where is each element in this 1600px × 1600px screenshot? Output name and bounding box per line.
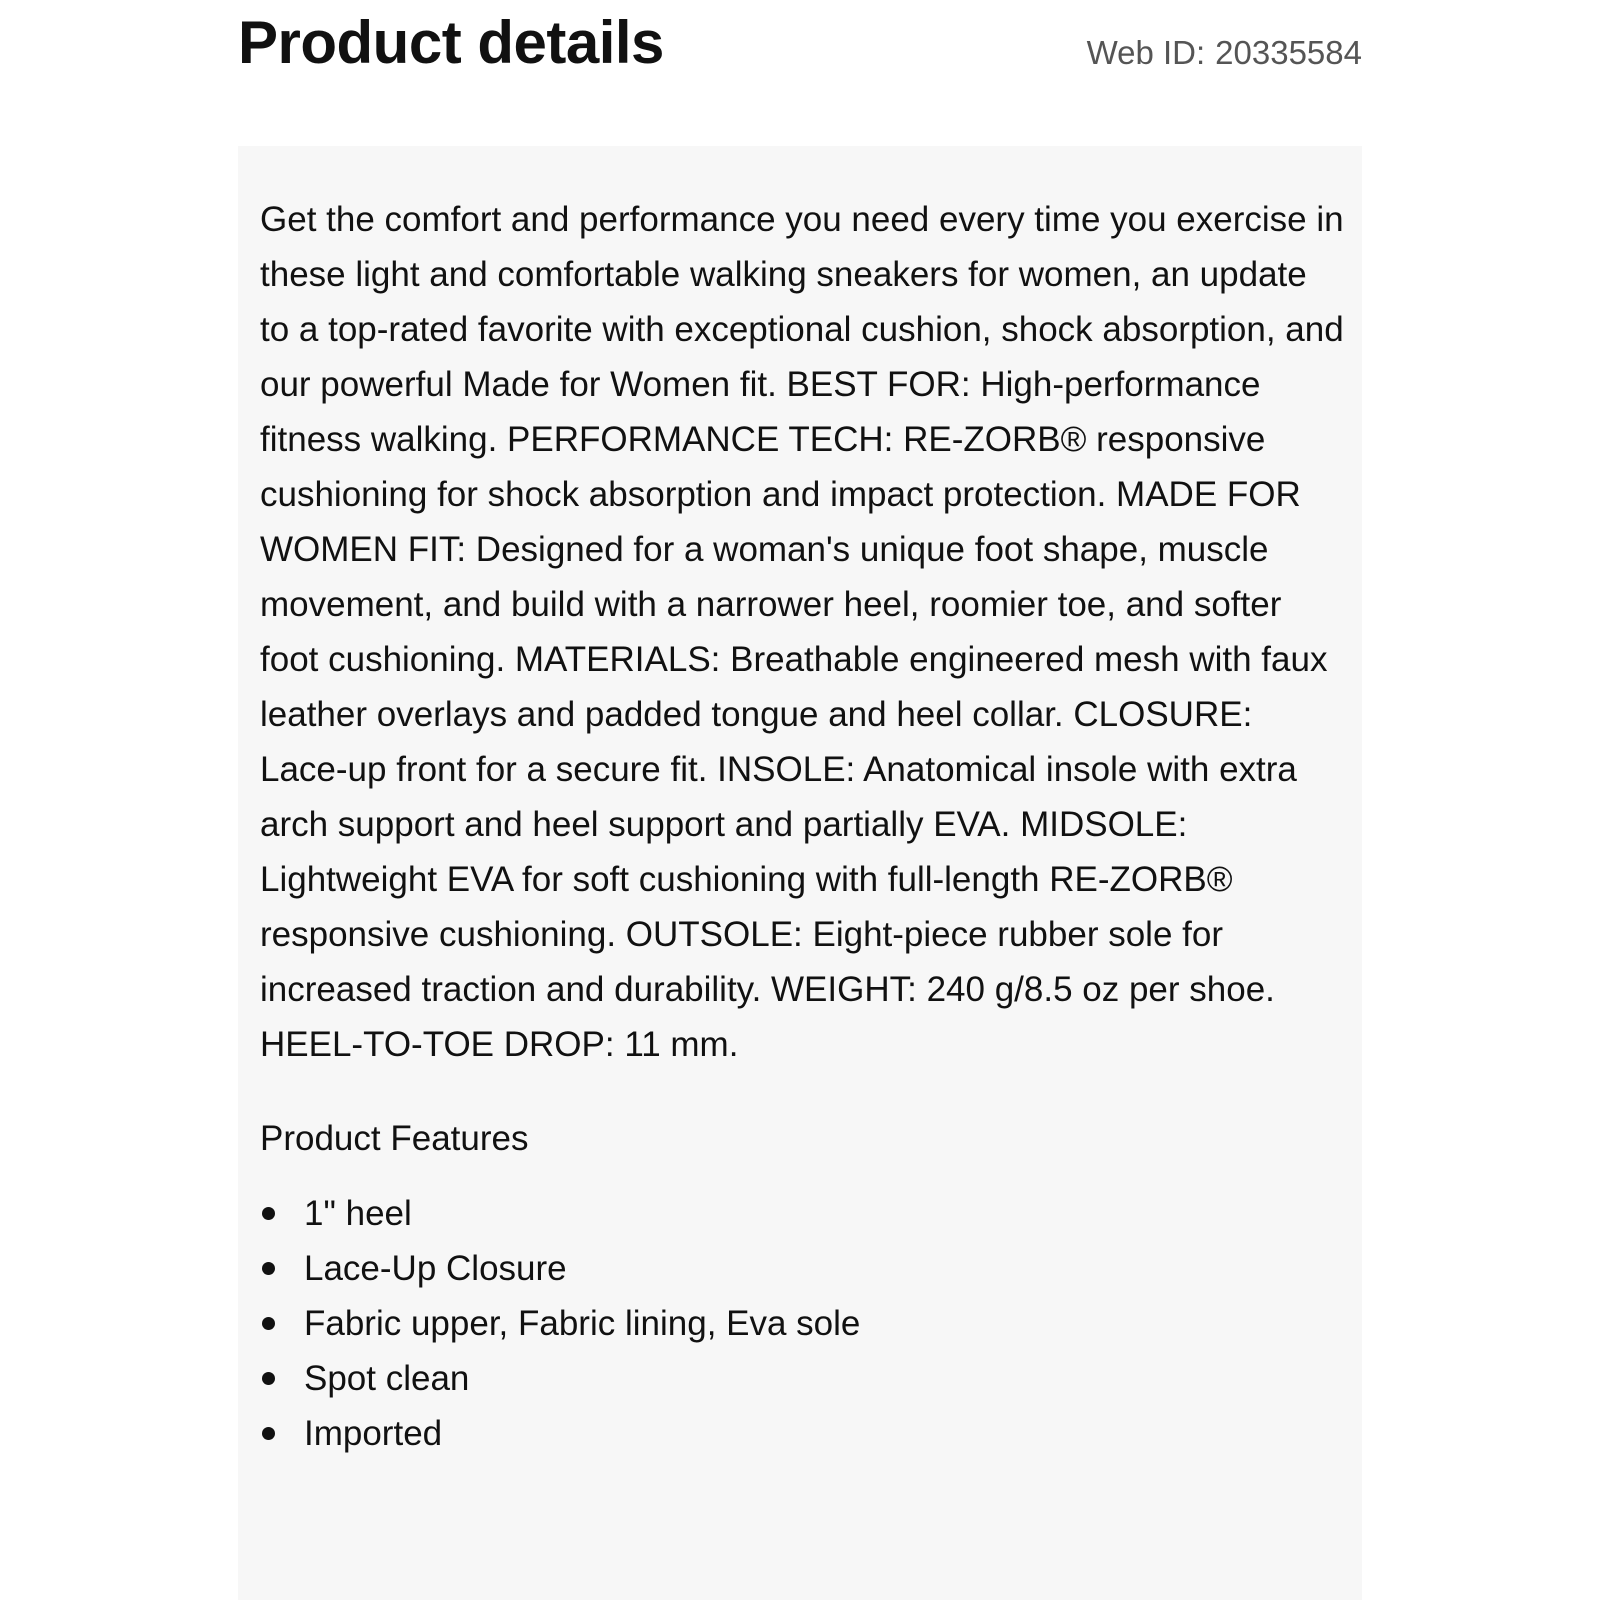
bullet-icon (262, 1372, 275, 1385)
bullet-icon (262, 1317, 275, 1330)
web-id-value: 20335584 (1215, 34, 1362, 71)
features-list (260, 1186, 1340, 1461)
features-heading: Product Features (260, 1119, 529, 1158)
product-description: Get the comfort and performance you need every time you exercise in these light and comfortable walking sneakers for women, an update to a top-rated favorite with exceptional cushion, shock absorption, and our powerful Made for Women fit. BEST FOR: High-performance fitness walking. PERFORMANCE TECH: RE-ZORB® responsive cushioning for shock absorption and impact protection. MADE FOR WOMEN FIT: Designed for a woman's unique foot shape, muscle movement, and build with a narrower heel, roomier toe, and softer foot cushioning. MATERIALS: Breathable engineered mesh with faux leather overlays and padded tongue and heel collar. CLOSURE: Lace-up front for a secure fit. INSOLE: Anatomical insole with extra arch support and heel support and partially EVA. MIDSOLE: Lightweight EVA for soft cushioning with full-length RE-ZORB® responsive cushioning. OUTSOLE: Eight-piece rubber sole for increased traction and durability. WEIGHT: 240 g/8.5 oz per shoe. HEEL-TO-TOE DROP: 11 mm. (260, 200, 1344, 1064)
web-id (1087, 34, 1362, 72)
list-item (260, 1186, 1340, 1241)
web-id-label: Web ID: (1086, 34, 1206, 71)
page-title: Product details (238, 9, 664, 76)
feature-text: Lace-Up Closure (304, 1249, 567, 1288)
feature-text: 1" heel (304, 1194, 412, 1233)
list-item (260, 1406, 1340, 1461)
bullet-icon (262, 1427, 275, 1440)
feature-text: Imported (304, 1414, 443, 1453)
list-item (260, 1351, 1340, 1406)
feature-text: Spot clean (304, 1359, 470, 1398)
feature-text: Fabric upper, Fabric lining, Eva sole (304, 1304, 861, 1343)
bullet-icon (262, 1207, 275, 1220)
list-item (260, 1296, 1340, 1351)
bullet-icon (262, 1262, 275, 1275)
list-item (260, 1241, 1340, 1296)
details-panel (238, 146, 1362, 1600)
